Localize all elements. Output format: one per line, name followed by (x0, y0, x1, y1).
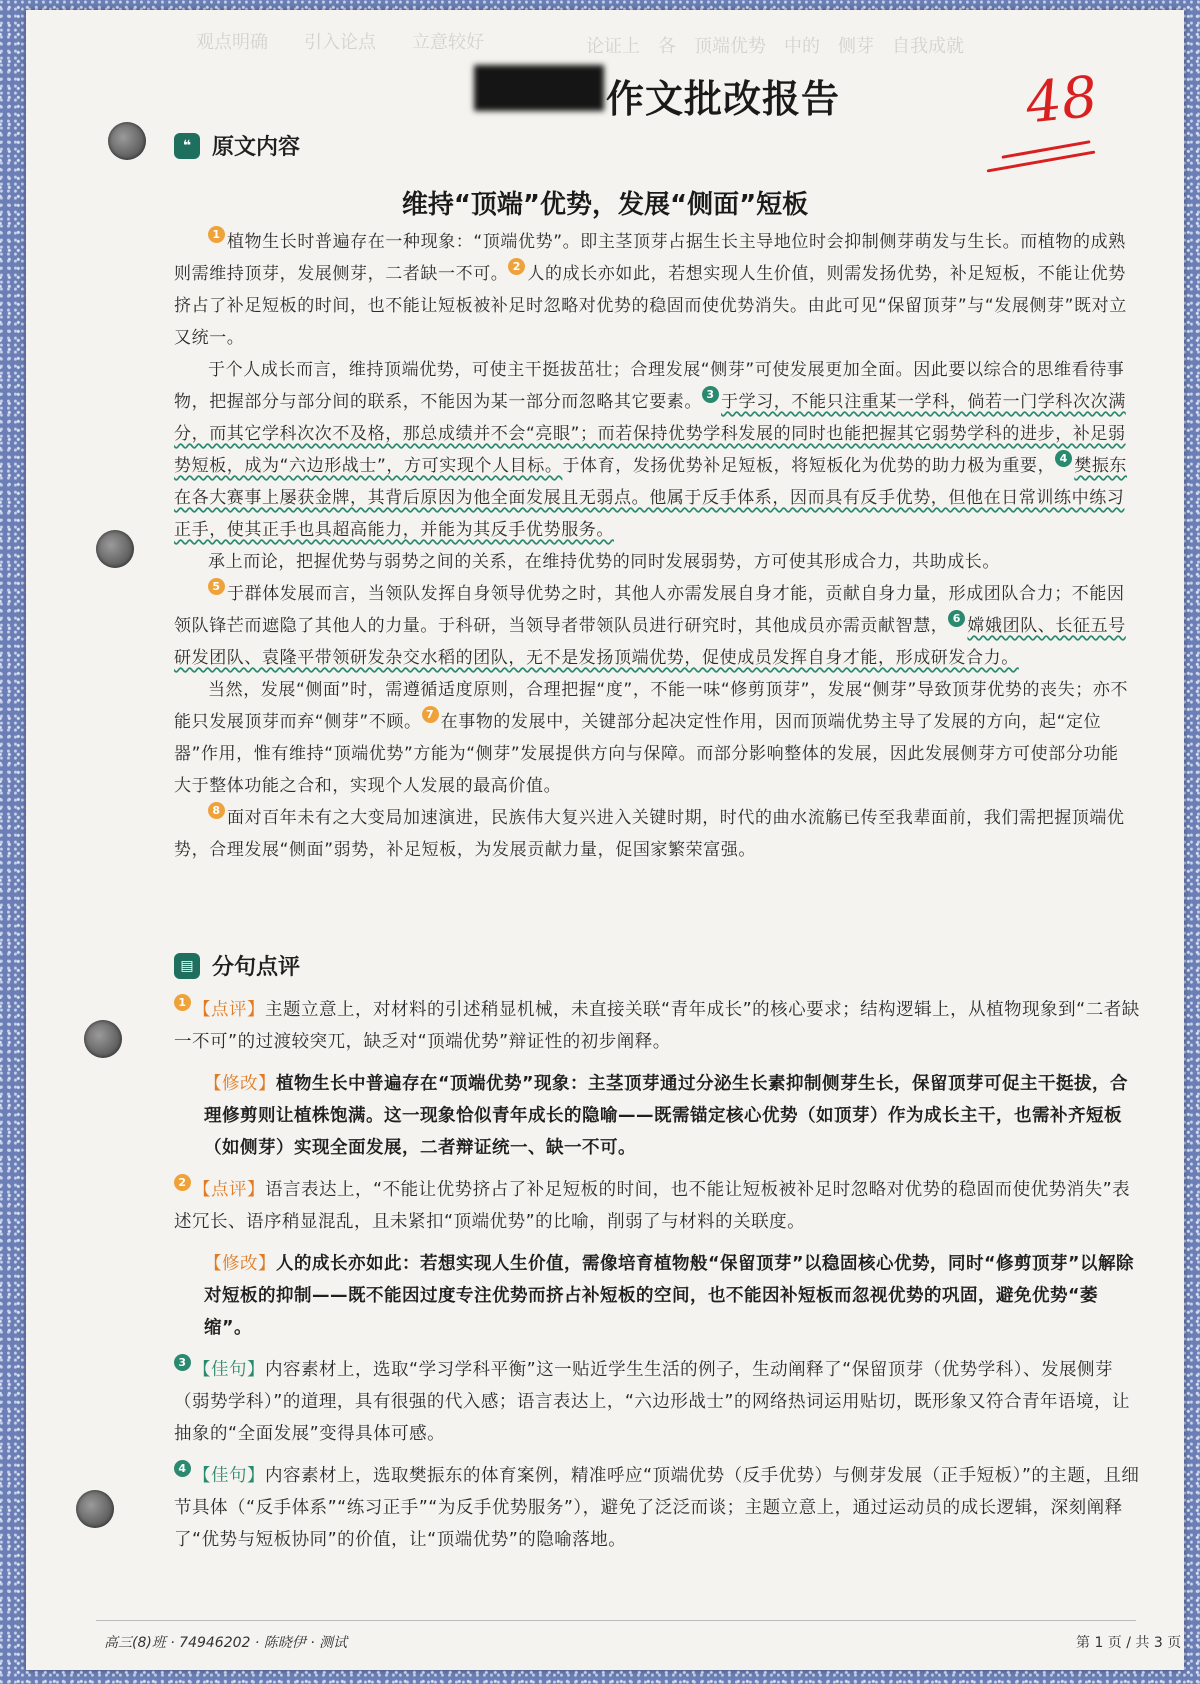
essay-sentence: 承上而论，把握优势与弱势之间的关系，在维持优势的同时发展弱势，方可使其形成合力，共助成长。 (208, 552, 1000, 572)
bleed-through-text: 论证上 各 顶端优势 中的 侧芽 自我成就 (586, 36, 964, 57)
review-text: 植物生长中普遍存在“顶端优势”现象：主茎顶芽通过分泌生长素抑制侧芽生长，保留顶芽可促主干挺拔，合理修剪则让植株饱满。这一现象恰似青年成长的隐喻——既需锚定核心优势（如顶芽）作为成长主干，也需补齐短板（如侧芽）实现全面发展，二者辩证统一、缺一不可。 (204, 1074, 1128, 1158)
review-tag: 【修改】 (204, 1074, 276, 1094)
quote-icon: ❝ (174, 133, 200, 159)
essay-paragraph (174, 802, 1132, 866)
review-list (174, 994, 1144, 1566)
essay-title: 维持“顶端”优势，发展“侧面”短板 (401, 190, 809, 220)
annotation-marker: 4 (1055, 450, 1072, 467)
essay-sentence: 植物生长时普遍存在一种现象：“顶端优势”。即主茎顶芽占据生长主导地位时会抑制侧芽萌发与生长。而植物的成熟则需维持顶芽，发展侧芽，二者缺一不可。 (174, 232, 1126, 284)
review-item (174, 1354, 1144, 1450)
essay-body (174, 226, 1132, 866)
review-number: 2 (174, 1174, 191, 1191)
annotation-marker: 5 (208, 578, 225, 595)
redacted-name (474, 65, 604, 111)
essay-paragraph (174, 578, 1132, 674)
review-number: 3 (174, 1354, 191, 1371)
review-number: 4 (174, 1460, 191, 1477)
review-item (174, 994, 1144, 1058)
annotation-marker: 6 (948, 610, 965, 627)
essay-paragraph (174, 226, 1132, 354)
essay-sentence: 于体育，发扬优势补足短板，将短板化为优势的助力极为重要， (562, 456, 1056, 476)
highlighted-sentence: 于学习，不能只注重某一学科，倘若一门学科次次满分，而其它学科次次不及格，那总成绩并不会“亮眼”；而若保持优势学科发展的同时也能把握其它弱势学科的进步，补足弱势短板，成为“六边形战士”，方可实现个人目标。 (174, 392, 1126, 476)
review-item (174, 1248, 1144, 1344)
review-text: 语言表达上，“不能让优势挤占了补足短板的时间，也不能让短板被补足时忽略对优势的稳固而使优势消失”表述冗长、语序稍显混乱，且未紧扣“顶端优势”的比喻，削弱了与材料的关联度。 (174, 1180, 1131, 1232)
section-original-heading (174, 130, 300, 161)
bleed-through-text: 观点明确 引入论点 立意较好 (196, 32, 484, 53)
essay-sentence: 在事物的发展中，关键部分起决定性作用，因而顶端优势主导了发展的方向，起“定位器”作用，惟有维持“顶端优势”方能为“侧芽”发展提供方向与保障。而部分影响整体的发展，因此发展侧芽方可使部分功能大于整体功能之合和，实现个人发展的最高价值。 (174, 712, 1119, 796)
essay-sentence: 于群体发展而言，当领队发挥自身领导优势之时，其他人亦需发展自身才能，贡献自身力量，形成团队合力；不能因领队锋芒而遮隐了其他人的力量。 (174, 584, 1125, 636)
review-item (174, 1174, 1144, 1238)
review-item (174, 1068, 1144, 1164)
review-tag: 【点评】 (193, 1180, 265, 1200)
comment-icon: ▤ (174, 953, 200, 979)
essay-sentence: 由此可见“保留顶芽”与“发展侧芽”既对立又统一。 (174, 296, 1127, 348)
review-tag: 【佳句】 (193, 1466, 265, 1486)
score-underline (987, 150, 1096, 172)
essay-paragraph (174, 354, 1132, 546)
essay-sentence: 于科研，当领导者带领队员进行研究时，其他成员亦需贡献智慧， (438, 616, 949, 636)
review-number: 1 (174, 994, 191, 1011)
review-item (174, 1460, 1144, 1556)
highlighted-sentence: 樊振东在各大赛事上屡获金牌，其背后原因为他全面发展且无弱点。他属于反手体系，因而具有反手优势，但他在日常训练中练习正手，使其正手也具超高能力，并能为其反手优势服务。 (174, 456, 1128, 540)
report-page (26, 10, 1184, 1670)
score-mark: 48 (1022, 64, 1101, 137)
review-text: 内容素材上，选取樊振东的体育案例，精准呼应“顶端优势（反手优势）与侧芽发展（正手短板）”的主题，且细节具体（“反手体系”“练习正手”“为反手优势服务”），避免了泛泛而谈；主题立意上，通过运动员的成长逻辑，深刻阐释了“优势与短板协同”的价值，让“顶端优势”的隐喻落地。 (174, 1466, 1140, 1550)
review-tag: 【佳句】 (193, 1360, 265, 1380)
review-tag: 【修改】 (204, 1254, 276, 1274)
footer-student-info: 高三(8)班 · 74946202 · 陈晓伊 · 测试 (104, 1635, 348, 1651)
footer-divider (96, 1620, 1136, 1621)
section-review-label: 分句点评 (212, 955, 301, 980)
punch-hole (76, 1490, 114, 1528)
essay-paragraph (174, 674, 1132, 802)
annotation-marker: 7 (422, 706, 439, 723)
section-original-label: 原文内容 (212, 135, 301, 160)
review-text: 内容素材上，选取“学习学科平衡”这一贴近学生生活的例子，生动阐释了“保留顶芽（优势学科）、发展侧芽（弱势学科）”的道理，具有很强的代入感；语言表达上，“六边形战士”的网络热词运用贴切，既形象又符合青年语境，让抽象的“全面发展”变得具体可感。 (174, 1360, 1130, 1444)
annotation-marker: 3 (702, 386, 719, 403)
section-review-heading (174, 950, 300, 981)
annotation-marker: 8 (208, 802, 225, 819)
page-indicator: 第 1 页 / 共 3 页 (1076, 1635, 1182, 1651)
essay-sentence: 当然，发展“侧面”时，需遵循适度原则，合理把握“度”，不能一味“修剪顶芽”，发展“侧芽”导致顶芽优势的丧失；亦不能只发展顶芽而弃“侧芽”不顾。 (174, 680, 1129, 732)
review-text: 主题立意上，对材料的引述稍显机械，未直接关联“青年成长”的核心要求；结构逻辑上，从植物现象到“二者缺一不可”的过渡较突兀，缺乏对“顶端优势”辩证性的初步阐释。 (174, 1000, 1140, 1052)
review-text: 人的成长亦如此：若想实现人生价值，需像培育植物般“保留顶芽”以稳固核心优势，同时“修剪顶芽”以解除对短板的抑制——既不能因过度专注优势而挤占补短板的空间，也不能因补短板而忽视优势的巩固，避免优势“萎缩”。 (204, 1254, 1135, 1338)
highlighted-sentence: 嫦娥团队、长征五号研发团队、袁隆平带领研发杂交水稻的团队，无不是发扬顶端优势，促使成员发挥自身才能，形成研发合力。 (174, 616, 1126, 668)
report-title: 作文批改报告 (606, 77, 841, 121)
essay-sentence: 人的成长亦如此，若想实现人生价值，则需发扬优势，补足短板，不能让优势挤占了补足短板的时间，也不能让短板被补足时忽略对优势的稳固而使优势消失。 (174, 264, 1126, 316)
punch-hole (96, 530, 134, 568)
punch-hole (108, 122, 146, 160)
essay-sentence: 于个人成长而言，维持顶端优势，可使主干挺拔茁壮；合理发展“侧芽”可使发展更加全面。因此要以综合的思维看待事物，把握部分与部分间的联系，不能因为某一部分而忽略其它要素。 (174, 360, 1125, 412)
essay-sentence: 面对百年未有之大变局加速演进，民族伟大复兴进入关键时期，时代的曲水流觞已传至我辈面前，我们需把握顶端优势，合理发展“侧面”弱势，补足短板，为发展贡献力量，促国家繁荣富强。 (174, 808, 1125, 860)
annotation-marker: 1 (208, 226, 225, 243)
annotation-marker: 2 (508, 258, 525, 275)
review-tag: 【点评】 (193, 1000, 265, 1020)
punch-hole (84, 1020, 122, 1058)
essay-paragraph (174, 546, 1132, 578)
